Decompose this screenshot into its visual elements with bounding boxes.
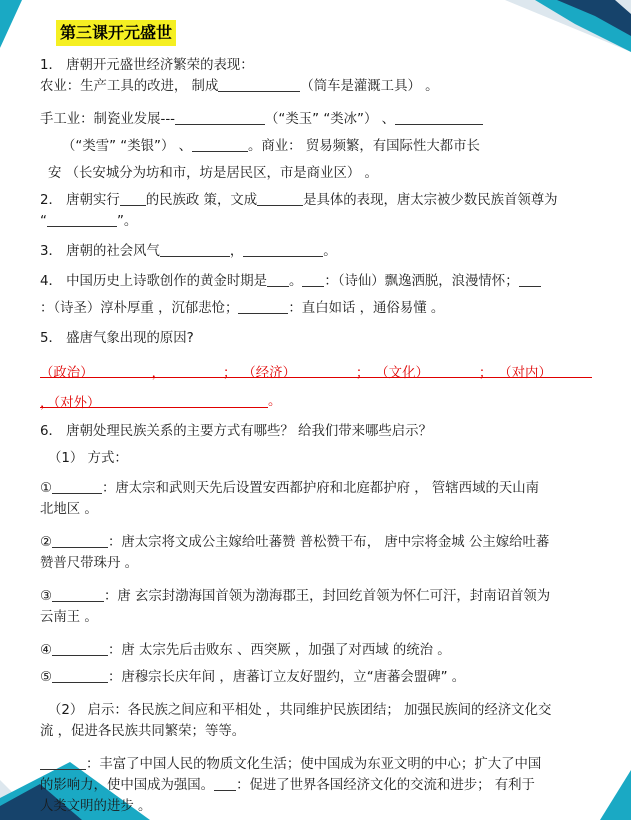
blank-method-3[interactable] <box>52 587 104 602</box>
q1-commerce: 安 （长安城分为坊和市，坊是居民区，市是商业区） 。 <box>48 166 378 181</box>
q6-heading: 6． 唐朝处理民族关系的主要方式有哪些？ 给我们带来哪些启示？ <box>40 424 432 439</box>
q2-line-2: “ ”。 <box>40 214 138 229</box>
q1-handicraft-cont: （“类雪” “类银”） 、 。商业： 贸易频繁，有国际性大都市长 <box>62 139 480 154</box>
blank-libai[interactable] <box>302 272 324 287</box>
q6-insight-cont: 流 ，促进各民族共同繁荣；等等。 <box>40 724 246 739</box>
blank-ethnic-policy[interactable] <box>120 191 146 206</box>
q5-heading: 5． 盛唐气象出现的原因? <box>40 331 194 346</box>
blank-social-2[interactable] <box>243 242 323 257</box>
q1-handicraft: 手工业：制瓷业发展--- （“类玉” “类冰”） 、 <box>40 109 605 130</box>
q6-method-4: ④ ：唐 太宗先后击败东 、西突厥 ，加强了对西域 的统治 。 <box>40 643 451 658</box>
blank-baijuyi[interactable] <box>238 299 288 314</box>
q6-method-1-cont: 北地区 。 <box>40 502 98 517</box>
q4-line-2: ：（诗圣）淳朴厚重 ，沉郁悲怆； ：直白如话 ，通俗易懂 。 <box>40 301 445 316</box>
blank-wencheng[interactable] <box>257 191 303 206</box>
blank-golden-age[interactable] <box>267 272 289 287</box>
blank-social-1[interactable] <box>160 242 230 257</box>
q3-line: 3． 唐朝的社会风气 ， 。 <box>40 244 337 259</box>
q6-insight: （2） 启示：各民族之间应和平相处 ，共同维护民族团结； 加强民族间的经济文化交 <box>48 703 552 718</box>
q6-method-1: ① ：唐太宗和武则天先后设置安西都护府和北庭都护府 ， 管辖西域的天山南 <box>40 481 540 496</box>
q2-line-1: 2． 唐朝实行 的民族政 策，文成 是具体的表现，唐太宗被少数民族首领尊为 <box>40 193 558 208</box>
blank-tongche[interactable] <box>218 77 300 92</box>
q1-agriculture: 农业：生产工具的改进， 制成 （筒车是灌溉工具） 。 <box>40 79 439 94</box>
q6-significance-2: 的影响力，使中国成为强国。 ：促进了世界各国经济文化的交流和进步； 有利于 <box>40 778 535 793</box>
q6-method-2-cont: 赞普尺带珠丹 。 <box>40 556 138 571</box>
page-title: 第三课开元盛世 <box>56 20 176 46</box>
q6-methods-label: （1） 方式： <box>48 451 128 466</box>
q6-method-3-cont: 云南王 。 <box>40 610 98 625</box>
q6-method-3: ③ ：唐 玄宗封渤海国首领为渤海郡王，封回纥首领为怀仁可汗，封南诏首领为 <box>40 589 551 604</box>
worksheet-body <box>40 20 605 817</box>
blank-significance-1[interactable] <box>40 755 86 770</box>
q6-significance-3: 人类文明的进步 。 <box>40 799 152 814</box>
q1-heading: 1． 唐朝开元盛世经济繁荣的表现： <box>40 58 254 73</box>
q5-answers-line-1: （政治） ， ； （经济） ； （文化） ； （对内） <box>40 361 605 382</box>
blank-title-of-taizong[interactable] <box>47 212 117 227</box>
q5-answers-line-2: ，（对外） 。 <box>40 394 282 411</box>
q4-line-1: 4． 中国历史上诗歌创作的黄金时期是 。 ：（诗仙）飘逸洒脱，浪漫情怀； <box>40 271 605 292</box>
blank-porcelain-3[interactable] <box>192 137 248 152</box>
blank-significance-2[interactable] <box>214 776 236 791</box>
top-left-corner-decoration <box>0 0 40 50</box>
blank-method-5[interactable] <box>52 668 108 683</box>
blank-porcelain-1[interactable] <box>175 110 265 125</box>
blank-method-2[interactable] <box>52 533 108 548</box>
q6-significance-1: ：丰富了中国人民的物质文化生活；使中国成为东亚文明的中心；扩大了中国 <box>40 754 605 775</box>
blank-porcelain-2[interactable] <box>395 110 483 125</box>
q6-method-5: ⑤ ：唐穆宗长庆年间 ，唐蕃订立友好盟约，立“唐蕃会盟碑” 。 <box>40 670 466 685</box>
blank-method-4[interactable] <box>52 641 108 656</box>
blank-method-1[interactable] <box>52 479 102 494</box>
blank-dufu[interactable] <box>519 272 541 287</box>
q6-method-2: ② ：唐太宗将文成公主嫁给吐蕃赞 普松赞干布， 唐中宗将金城 公主嫁给吐蕃 <box>40 535 550 550</box>
